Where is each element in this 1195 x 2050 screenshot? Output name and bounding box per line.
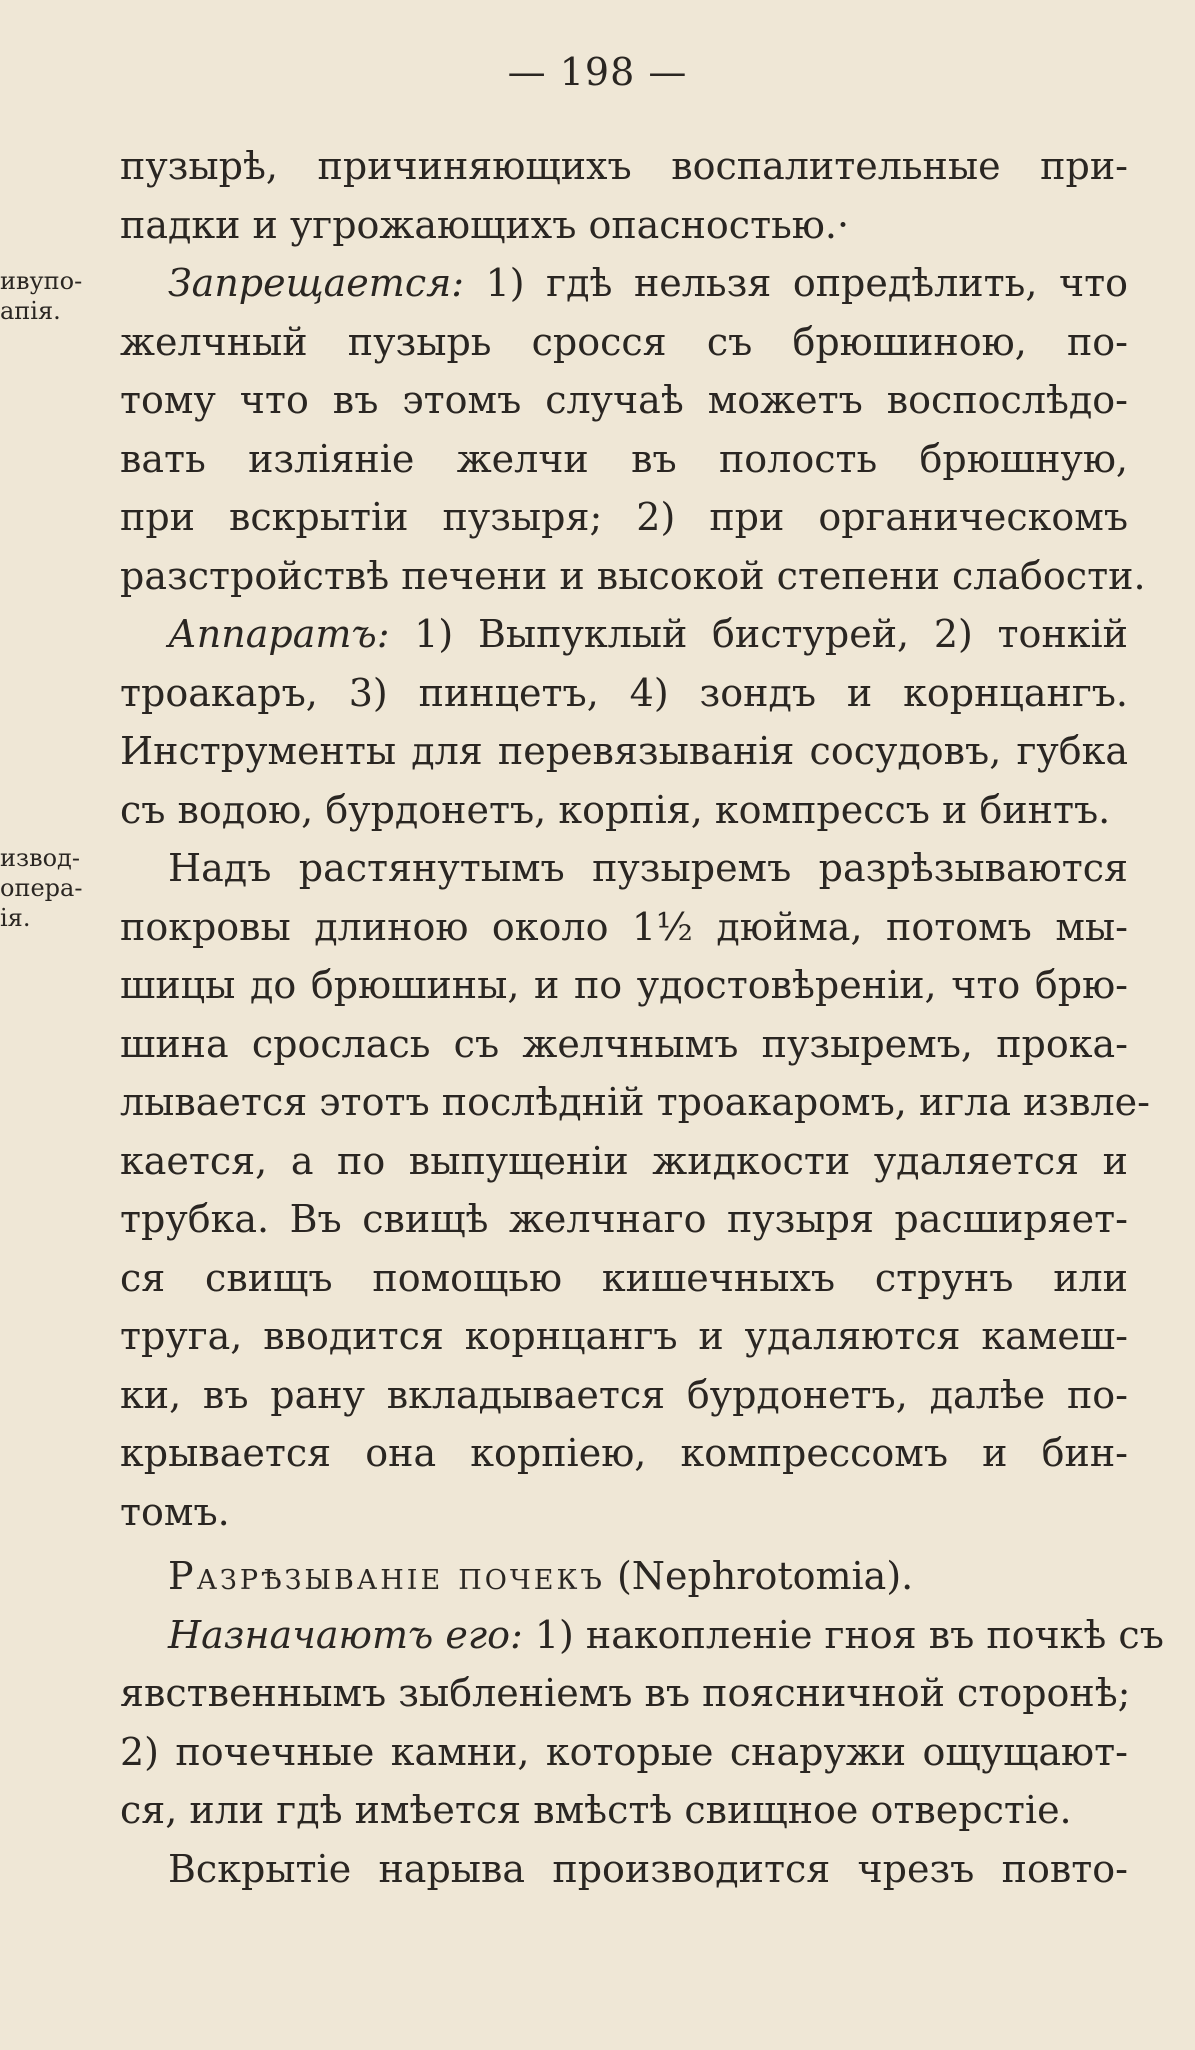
line-text: явственнымъ зыбленіемъ въ поясничной сторонѣ; [120,1671,1131,1715]
text-line [120,137,1128,196]
margin-note [0,843,110,933]
text-line [120,547,1146,606]
text-line [120,1015,1128,1074]
margin-note-line: ивупо- [0,267,83,295]
text-line [120,1781,1128,1840]
italic-lead: Запрещается: [168,261,465,305]
line-text: трубка. Въ свищѣ желчнаго пузыря расширяет- [120,1197,1128,1241]
text-line [120,1664,1131,1723]
text-line [120,430,1128,489]
line-text: съ водою, бурдонетъ, корпія, компрессъ и бинтъ. [120,787,1111,832]
text-line [120,605,1128,664]
text-line [120,1249,1128,1308]
text-line [120,839,1128,898]
text-line [120,664,1128,723]
text-line [120,1307,1128,1366]
line-text: 1) накопленіе гноя въ почкѣ съ [522,1612,1164,1657]
text-line [120,313,1128,372]
line-text: 2) почечные камни, которые снаружи ощущают- [120,1729,1128,1774]
text-line [120,1547,1128,1606]
line-text: вать изліяніе желчи въ полость брюшную, [120,436,1128,481]
margin-note-line: извод- [0,844,80,872]
italic-lead: Назначаютъ его: [168,1612,523,1657]
line-text: лывается этотъ послѣдній троакаромъ, игла извле- [120,1080,1150,1124]
text-line [120,956,1128,1015]
text-line [120,196,1128,255]
text-line [120,1366,1128,1425]
text-line [120,1132,1128,1191]
text-line [120,1840,1128,1899]
margin-note-line: ія. [0,904,31,932]
line-text: ся свищъ помощью кишечныхъ струнъ или [120,1255,1128,1300]
text-line [120,1190,1128,1249]
line-text: Вскрытіе нарыва производится чрезъ повто- [168,1846,1128,1891]
text-line [120,1424,1128,1483]
line-text: томъ. [120,1489,230,1534]
body-text [120,137,1164,1898]
line-text: при вскрытіи пузыря; 2) при органическомъ [120,495,1128,539]
text-line [120,254,1128,313]
line-text: кается, а по выпущеніи жидкости удаляется и [120,1138,1128,1183]
page-number: — 198 — [507,50,688,94]
line-text: шина срослась съ желчнымъ пузыремъ, прока- [120,1021,1128,1066]
line-text: пузырѣ, причиняющихъ воспалительные при- [120,144,1128,188]
line-text: желчный пузырь сросся съ брюшиною, по- [120,319,1128,364]
line-text: ся, или гдѣ имѣется вмѣстѣ свищное отверстіе. [120,1788,1072,1832]
text-line [120,371,1128,430]
line-text: труга, вводится корнцангъ и удаляются камеш- [120,1314,1128,1358]
text-line [120,1723,1128,1782]
text-line [120,488,1128,547]
line-text: разстройствѣ печени и высокой степени слабости. [120,553,1146,598]
line-text: падки и угрожающихъ опасностью.· [120,202,850,247]
line-text: тому что въ этомъ случаѣ можетъ воспослѣдо- [120,378,1128,422]
text-line [120,898,1128,957]
line-text: покровы длиною около 1½ дюйма, потомъ мы- [120,904,1128,949]
line-text: Инструменты для перевязыванія сосудовъ, губка [120,729,1128,773]
line-text: 1) гдѣ нельзя опредѣлить, что [464,261,1128,305]
line-text: шицы до брюшины, и по удостовѣреніи, что брю- [120,963,1128,1007]
line-text: троакаръ, 3) пинцетъ, 4) зондъ и корнцангъ. [120,670,1128,715]
margin-note-line: апія. [0,297,61,325]
text-line [120,722,1128,781]
margin-note-line: опера- [0,874,83,902]
text-line [120,1073,1150,1132]
line-text: Надъ растянутымъ пузыремъ разрѣзываются [168,846,1128,890]
italic-lead: Аппаратъ: [168,612,390,656]
line-text: (Nephrotomia). [604,1554,914,1598]
line-text: крывается она корпіею, компрессомъ и бин- [120,1431,1128,1475]
line-text: 1) Выпуклый бистурей, 2) тонкій [389,612,1128,656]
text-line [120,1483,1128,1542]
text-line [120,781,1128,840]
text-line [120,1606,1164,1665]
line-text: ки, въ рану вкладывается бурдонетъ, далѣе по- [120,1372,1128,1417]
section-heading: Разрѣзываніе почекъ [168,1554,605,1598]
margin-note [0,266,110,326]
